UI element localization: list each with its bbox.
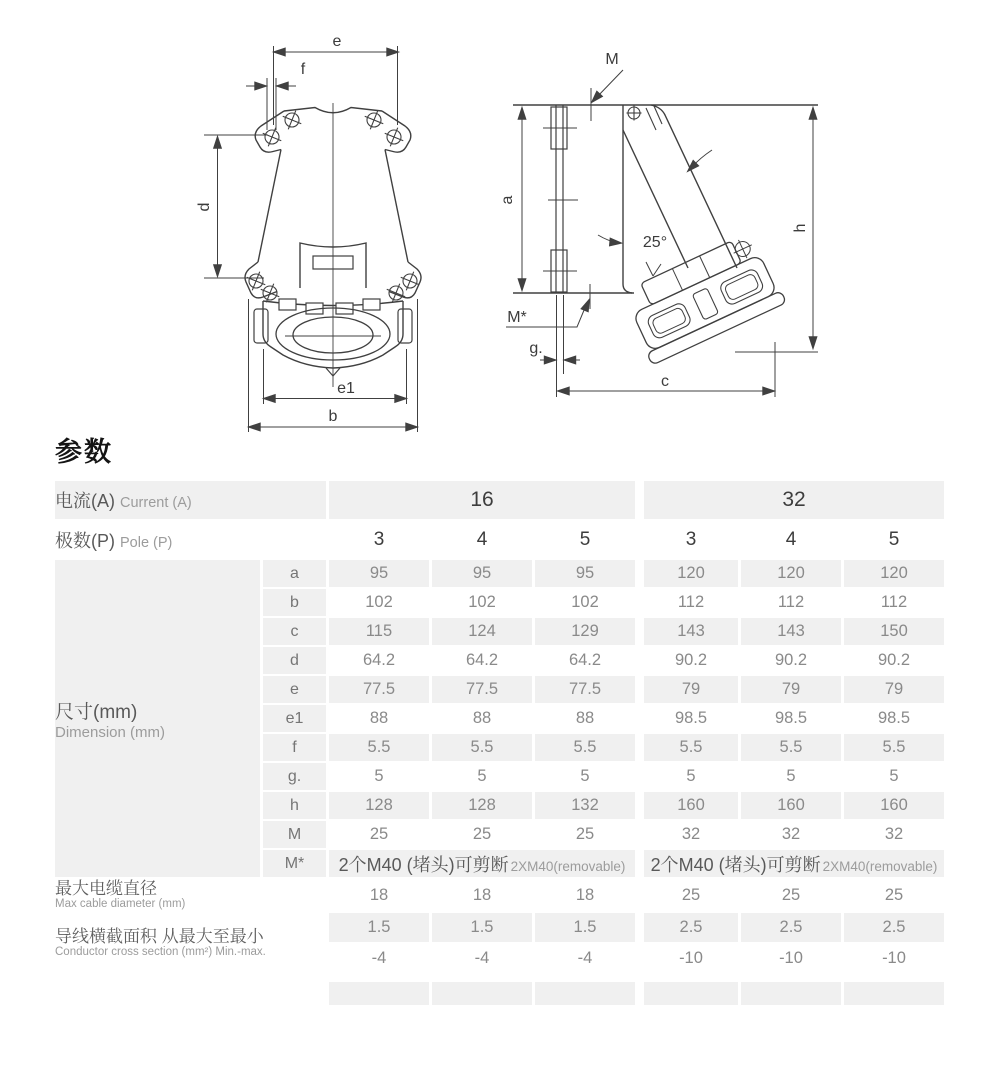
conductor-value: 2.5 (638, 913, 738, 942)
conductor-value: 1.5 (535, 913, 635, 942)
pole-value: 4 (785, 528, 797, 550)
pole-label (55, 521, 326, 558)
dim-label-a: a (499, 195, 516, 205)
dimension-value: 115 (329, 618, 429, 645)
conductor-value: -10 (638, 944, 738, 973)
dim-label-M: M (605, 51, 619, 68)
dimension-value: 160 (844, 792, 944, 819)
empty-cell (638, 975, 738, 1005)
dimension-key: e (263, 676, 326, 703)
dimension-value: 102 (571, 593, 599, 611)
dimension-value: 120 (741, 560, 841, 587)
conductor-value: 1.5 (432, 913, 532, 942)
current-label-zh: 电流(A) (55, 491, 115, 511)
empty-cell (844, 975, 944, 1005)
dimension-key: a (263, 560, 326, 587)
empty-cell (535, 975, 635, 1005)
dimension-value: 143 (741, 618, 841, 645)
pole-row (55, 521, 944, 558)
dimension-value: 25 (472, 825, 492, 843)
dimension-key: d (263, 647, 326, 674)
dimension-value: 143 (638, 618, 738, 645)
conductor-label-en: Conductor cross section (mm²) Min.-max. (55, 946, 266, 958)
dim-label-e: e (332, 33, 342, 50)
dimension-value: 98.5 (877, 709, 911, 727)
dimension-value: 77.5 (329, 676, 429, 703)
dimension-value: 124 (432, 618, 532, 645)
parameters-table-body (55, 481, 944, 1005)
dimension-key: b (263, 589, 326, 616)
dimension-value: 77.5 (432, 676, 532, 703)
conductor-value: -4 (474, 949, 490, 967)
dimension-value: 64.2 (568, 651, 602, 669)
dimension-key: M* (263, 850, 326, 877)
dimension-value: 5.5 (741, 734, 841, 761)
empty-cell (329, 975, 429, 1005)
dimension-label-en: Dimension (mm) (55, 723, 166, 741)
empty-cell (432, 975, 532, 1005)
dimension-value: 129 (535, 618, 635, 645)
dimension-value: 25 (575, 825, 595, 843)
mstar-value (638, 850, 944, 877)
dimension-row (55, 560, 944, 587)
dimension-value: 120 (638, 560, 738, 587)
dimension-key: h (263, 792, 326, 819)
conductor-value: -10 (882, 949, 906, 967)
dim-label-d: d (196, 202, 213, 212)
max-cable-label-en: Max cable diameter (mm) (55, 898, 186, 910)
current-group-16: 16 (329, 481, 635, 519)
screw-icon (627, 106, 663, 131)
dim-label-b: b (328, 408, 338, 425)
pole-value: 4 (476, 528, 488, 550)
dimension-value: 150 (844, 618, 944, 645)
mstar-value-en: 2XM40(removable) (510, 858, 626, 874)
dimension-value: 5 (638, 763, 738, 790)
dimension-value: 5.5 (638, 734, 738, 761)
dimension-value: 132 (535, 792, 635, 819)
dim-label-h: h (792, 223, 809, 233)
dimension-label (55, 560, 260, 877)
conductor-value: 2.5 (844, 913, 944, 942)
max-cable-label-zh: 最大电缆直径 (55, 879, 157, 898)
dimension-value: 79 (741, 676, 841, 703)
max-cable-value: 18 (472, 885, 492, 904)
mstar-value-zh: 2个M40 (堵头)可剪断 (650, 854, 821, 875)
mstar-value (329, 850, 635, 877)
front-view-drawing (196, 33, 423, 432)
pole-value: 5 (888, 528, 900, 550)
dimension-key: c (263, 618, 326, 645)
dimension-value: 5.5 (844, 734, 944, 761)
dimension-value: 98.5 (774, 709, 808, 727)
dimension-value: 5 (374, 767, 384, 785)
page-title: 参数 (55, 437, 113, 467)
max-cable-value: 25 (884, 885, 904, 904)
dimension-key: g. (263, 763, 326, 790)
dimension-value: 90.2 (638, 647, 738, 674)
technical-drawings (0, 0, 1001, 445)
dimension-value: 32 (884, 825, 904, 843)
dimension-label-zh: 尺寸(mm) (55, 701, 138, 723)
dim-label-g: g. (529, 340, 543, 357)
dimension-value: 5.5 (535, 734, 635, 761)
side-view-drawing (499, 51, 818, 397)
dimension-value: 90.2 (774, 651, 808, 669)
conductor-value: -4 (371, 949, 387, 967)
dimension-value: 64.2 (465, 651, 499, 669)
conductor-label-zh: 导线横截面积 从最大至最小 (55, 927, 264, 946)
dimension-value: 32 (638, 821, 738, 848)
dimension-value: 112 (777, 593, 805, 611)
dimension-value: 64.2 (362, 651, 396, 669)
pole-label-zh: 极数(P) (55, 530, 115, 551)
empty-cell (741, 975, 841, 1005)
dimension-value: 160 (638, 792, 738, 819)
dimension-value: 79 (844, 676, 944, 703)
dimension-value: 5 (580, 767, 590, 785)
dimension-value: 120 (844, 560, 944, 587)
dim-label-f: f (300, 61, 306, 78)
angle-label: 25° (642, 234, 668, 251)
dimension-value: 128 (432, 792, 532, 819)
dimension-key: f (263, 734, 326, 761)
max-cable-value: 25 (638, 879, 738, 911)
max-cable-label (55, 879, 326, 911)
max-cable-value: 18 (575, 885, 595, 904)
dimension-value: 77.5 (535, 676, 635, 703)
dimension-value: 112 (638, 589, 738, 616)
dimension-value: 5.5 (432, 734, 532, 761)
dimension-value: 5 (477, 767, 487, 785)
dimension-key: e1 (263, 705, 326, 732)
conductor-value: 1.5 (329, 913, 429, 942)
max-cable-value: 18 (369, 885, 389, 904)
dimension-value: 25 (369, 825, 389, 843)
pole-value: 3 (638, 521, 738, 558)
empty-row (55, 975, 944, 1005)
dim-label-c: c (661, 373, 669, 390)
dimension-key: M (263, 821, 326, 848)
conductor-value: -10 (779, 949, 803, 967)
pole-value: 3 (373, 528, 385, 550)
current-group-32: 32 (638, 481, 944, 519)
current-row (55, 481, 944, 519)
empty-cell (55, 975, 326, 1005)
dimension-value: 88 (369, 709, 389, 727)
dimension-value: 5.5 (329, 734, 429, 761)
max-cable-value: 25 (781, 885, 801, 904)
pole-value: 5 (579, 528, 591, 550)
dimension-value: 102 (365, 593, 393, 611)
dimension-value: 95 (329, 560, 429, 587)
dimension-value: 79 (638, 676, 738, 703)
conductor-row (55, 913, 944, 942)
parameters-table (52, 479, 947, 1007)
max-cable-row (55, 879, 944, 911)
conductor-value: 2.5 (741, 913, 841, 942)
dimension-value: 95 (535, 560, 635, 587)
dimension-value: 102 (468, 593, 496, 611)
dimension-value: 88 (472, 709, 492, 727)
dimension-value: 160 (741, 792, 841, 819)
dimension-value: 5 (889, 767, 899, 785)
dim-label-e1: e1 (337, 380, 355, 397)
mstar-value-en: 2XM40(removable) (822, 858, 938, 874)
current-label-en: Current (A) (120, 495, 192, 511)
dimension-value: 95 (432, 560, 532, 587)
dimension-value: 98.5 (638, 705, 738, 732)
conductor-value: -4 (577, 949, 593, 967)
dimension-value: 128 (329, 792, 429, 819)
dim-label-M-star: M* (507, 309, 527, 326)
mstar-value-zh: 2个M40 (堵头)可剪断 (338, 854, 509, 875)
current-label (55, 481, 326, 519)
dimension-value: 5 (786, 767, 796, 785)
conductor-label (55, 913, 326, 973)
pole-label-en: Pole (P) (120, 534, 173, 551)
dimension-value: 112 (880, 593, 908, 611)
dimension-value: 88 (575, 709, 595, 727)
dimension-value: 90.2 (877, 651, 911, 669)
dimension-value: 32 (781, 825, 801, 843)
